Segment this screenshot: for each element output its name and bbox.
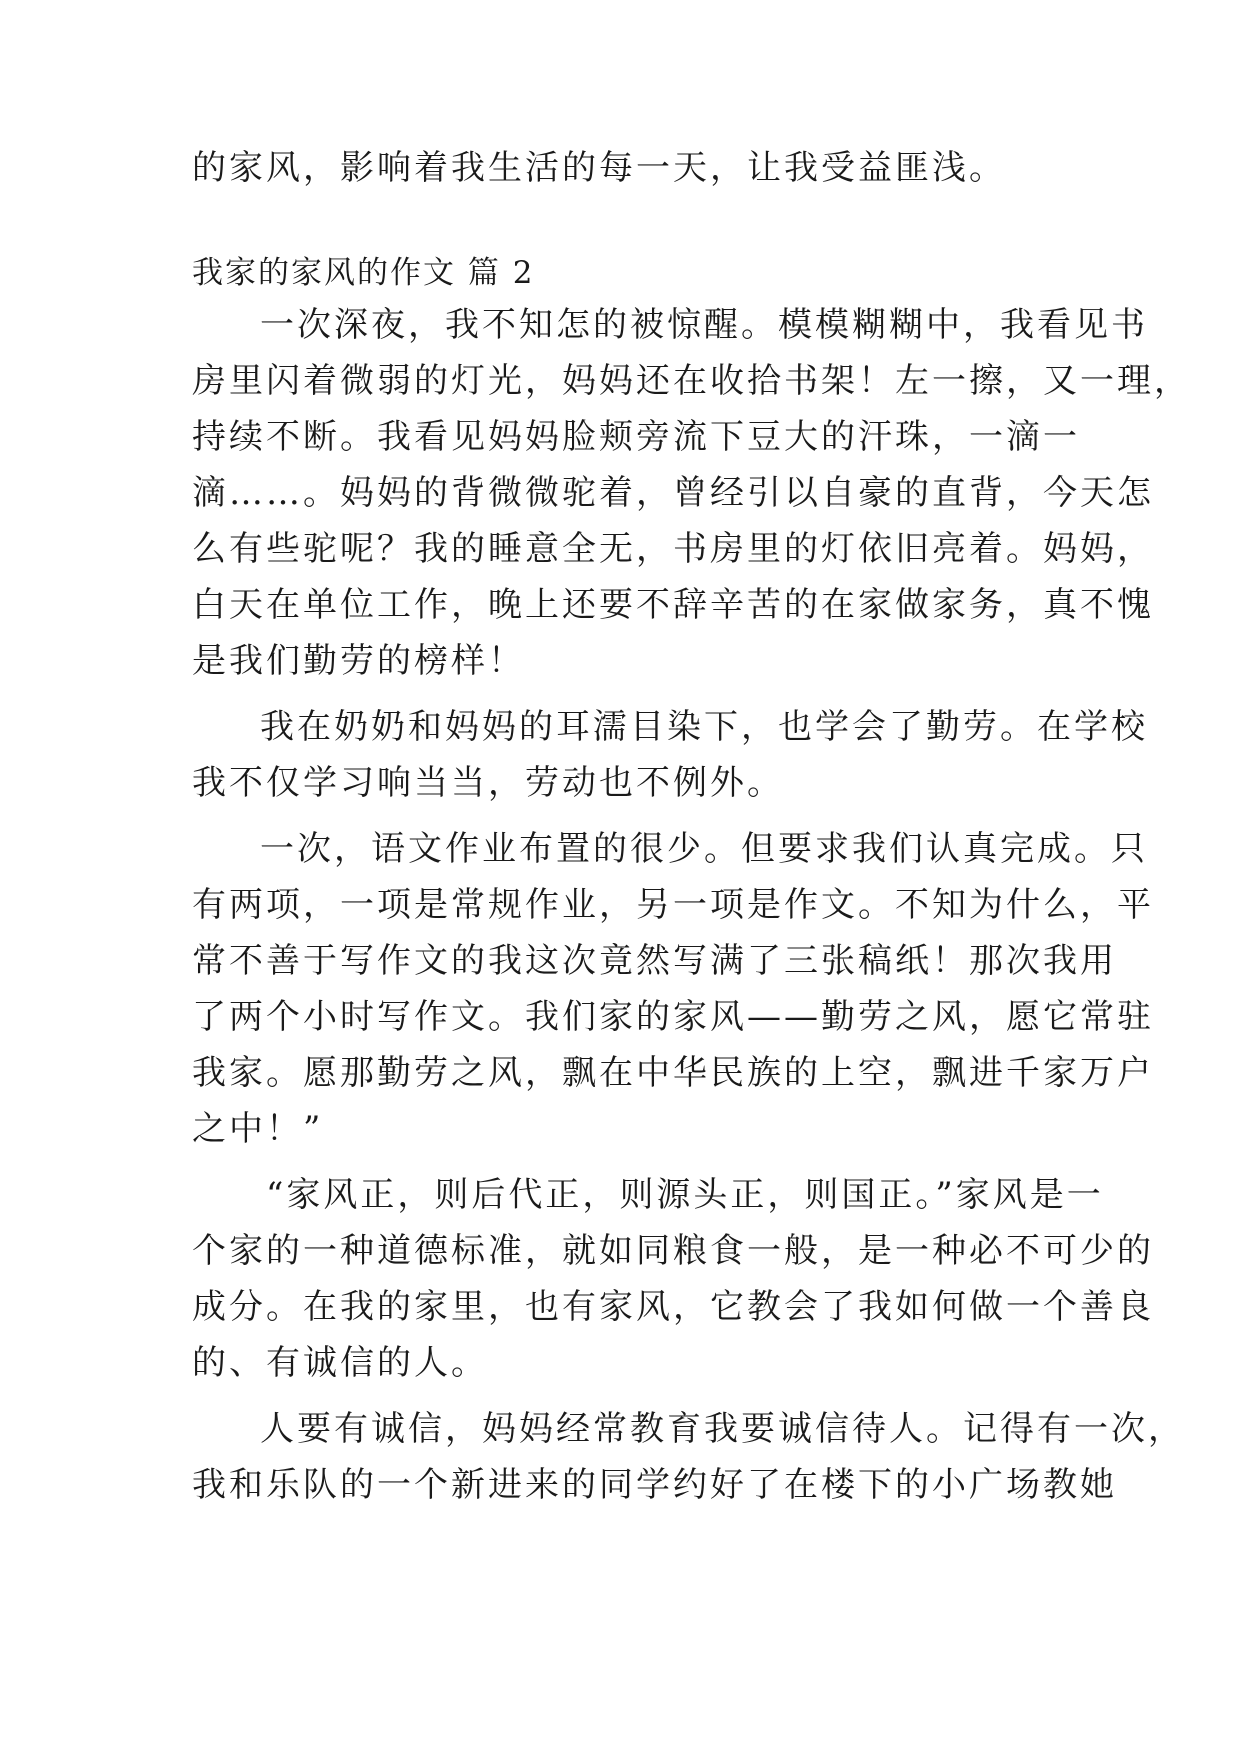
paragraph-line: 一次，语文作业布置的很少。但要求我们认真完成。只 xyxy=(260,829,1148,869)
paragraph-line: 成分。在我的家里，也有家风，它教会了我如何做一个善良 xyxy=(192,1287,1154,1327)
paragraph-line: 的、有诚信的人。 xyxy=(192,1343,488,1383)
paragraph-line: 之中！” xyxy=(192,1109,324,1149)
paragraph-line: 了两个小时写作文。我们家的家风——勤劳之风，愿它常驻 xyxy=(192,997,1154,1037)
paragraph-line: 个家的一种道德标准，就如同粮食一般，是一种必不可少的 xyxy=(192,1231,1154,1271)
paragraph-line: 有两项，一项是常规作业，另一项是作文。不知为什么，平 xyxy=(192,885,1154,925)
paragraph-line: 么有些驼呢？我的睡意全无，书房里的灯依旧亮着。妈妈， xyxy=(192,529,1154,569)
paragraph-line: 白天在单位工作，晚上还要不辞辛苦的在家做家务，真不愧 xyxy=(192,585,1154,625)
paragraph-line: 常不善于写作文的我这次竟然写满了三张稿纸！那次我用 xyxy=(192,941,1117,981)
paragraph-line: 我家。愿那勤劳之风，飘在中华民族的上空，飘进千家万户 xyxy=(192,1053,1154,1093)
intro-line: 的家风，影响着我生活的每一天，让我受益匪浅。 xyxy=(192,148,1006,188)
section-heading: 我家的家风的作文 篇 2 xyxy=(192,255,535,291)
paragraph-line: 人要有诚信，妈妈经常教育我要诚信待人。记得有一次， xyxy=(260,1409,1185,1449)
paragraph-line: “家风正，则后代正，则源头正，则国正。”家风是一 xyxy=(266,1175,1104,1215)
paragraph-line: 一次深夜，我不知怎的被惊醒。模模糊糊中，我看见书 xyxy=(260,305,1148,345)
paragraph-line: 我和乐队的一个新进来的同学约好了在楼下的小广场教她 xyxy=(192,1465,1117,1505)
paragraph-line: 我不仅学习响当当，劳动也不例外。 xyxy=(192,763,784,803)
paragraph-line: 房里闪着微弱的灯光，妈妈还在收拾书架！左一擦，又一理， xyxy=(192,361,1191,401)
paragraph-line: 是我们勤劳的榜样！ xyxy=(192,641,525,681)
paragraph-line: 我在奶奶和妈妈的耳濡目染下，也学会了勤劳。在学校 xyxy=(260,707,1148,747)
paragraph-line: 滴……。妈妈的背微微驼着，曾经引以自豪的直背，今天怎 xyxy=(192,473,1154,513)
paragraph-line: 持续不断。我看见妈妈脸颊旁流下豆大的汗珠，一滴一 xyxy=(192,417,1080,457)
